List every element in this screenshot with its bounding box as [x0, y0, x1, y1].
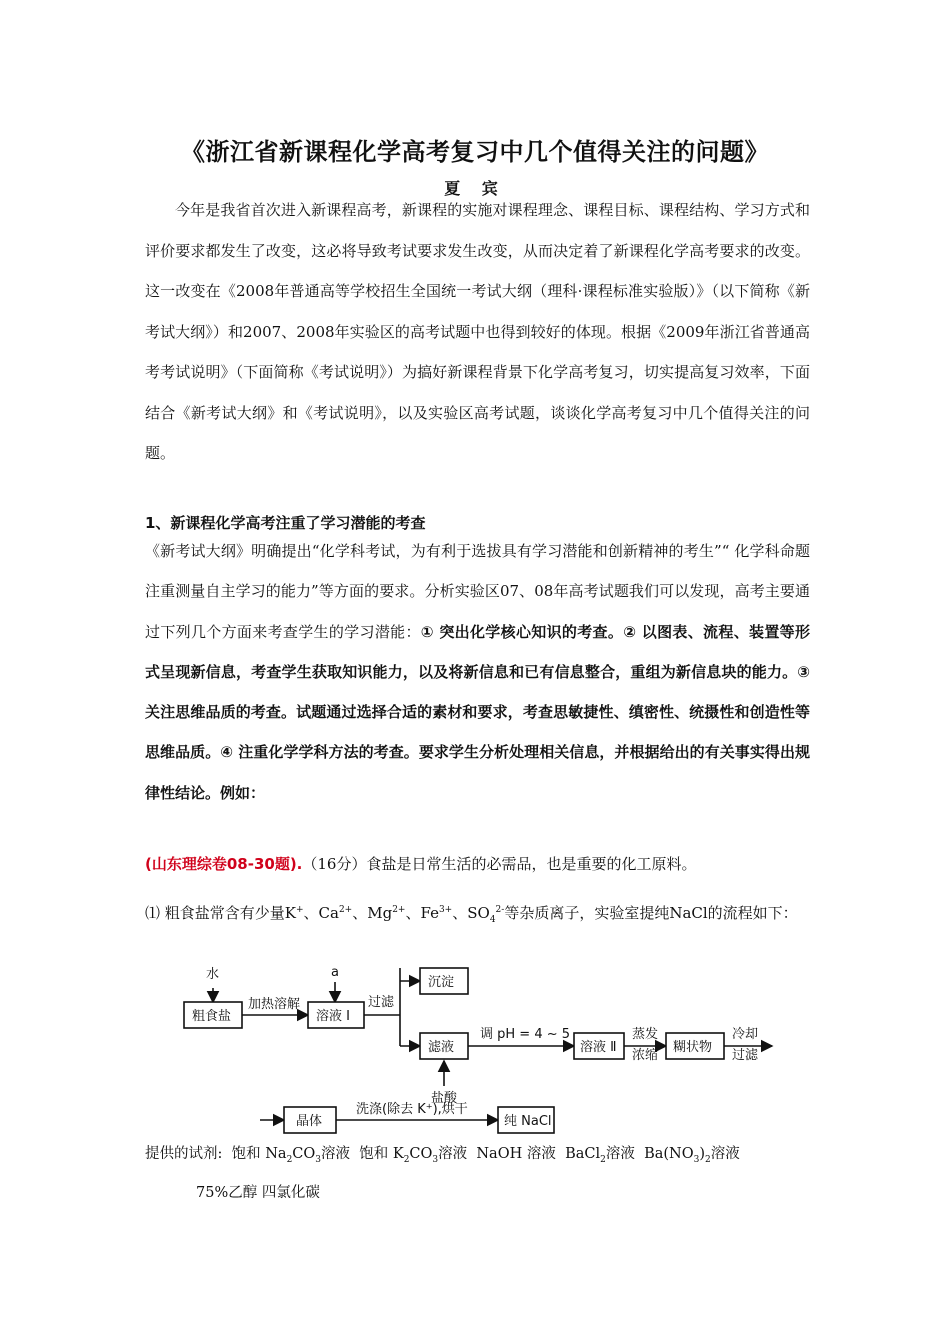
label-a: a	[331, 965, 339, 980]
label-wash: 洗涤(除去 K⁺),烘干	[356, 1102, 468, 1117]
reagent-4: BaCl	[565, 1146, 601, 1162]
flowchart	[170, 962, 810, 1142]
section-heading: 1、新课程化学高考注重了学习潜能的考查	[145, 514, 426, 532]
label-evaporate: 蒸发	[632, 1027, 659, 1042]
label-filter: 过滤	[368, 995, 395, 1010]
reagent-2b: CO	[409, 1146, 433, 1162]
question-intro	[145, 853, 810, 874]
part1-text-a: ⑴ 粗食盐常含有少量K	[145, 904, 296, 922]
reagent-3: NaOH 溶液	[476, 1146, 556, 1162]
part1-text-c: 、Mg	[352, 904, 393, 922]
label-adjust-ph: 调 pH = 4 ~ 5	[480, 1027, 571, 1042]
section-text-plain: 《新考试大纲》明确提出“化学科考试，为有利于选拔具有学习潜能和创新精神的考生”“ 化学科命题注重测量自主学习的能力”等方面的要求。分析实验区07、08年高考试题我们可以发现，高考主要通过下列几个方面来考查学生的学习潜能：	[145, 542, 810, 641]
sub: 2	[403, 1154, 410, 1165]
reagent-2c: 溶液	[438, 1146, 468, 1162]
label-crude-salt: 粗食盐	[192, 1009, 232, 1024]
sup-so4: 2-	[495, 905, 505, 915]
label-solution2: 溶液 Ⅱ	[580, 1040, 617, 1055]
part1-text-b: 、Ca	[303, 904, 339, 922]
reagent-4b: 溶液	[605, 1146, 635, 1162]
label-water: 水	[206, 967, 220, 982]
label-pure-nacl: 纯 NaCl	[504, 1114, 552, 1129]
sub: 3	[432, 1154, 439, 1165]
label-precipitate: 沉淀	[428, 975, 455, 990]
part1-text-d: 、Fe	[405, 904, 439, 922]
label-concentrate: 浓缩	[632, 1048, 659, 1063]
reagent-1b: CO	[292, 1146, 316, 1162]
author-name: 夏 宾	[444, 179, 506, 198]
reagent-5b: )	[699, 1146, 706, 1162]
question-source: (山东理综卷08-30题).	[145, 855, 303, 873]
sub: 2	[705, 1154, 711, 1165]
sub: 2	[600, 1154, 606, 1165]
reagent-5: Ba(NO	[644, 1146, 694, 1162]
reagent-2: 饱和 K	[359, 1146, 404, 1162]
question-part1	[145, 888, 810, 943]
sup-mg: 2+	[392, 905, 406, 915]
section-paragraph	[145, 531, 810, 813]
reagent-list-line2: 75%乙醇 四氯化碳	[196, 1185, 320, 1201]
sub: 2	[286, 1154, 293, 1165]
label-dissolve: 加热溶解	[248, 997, 301, 1012]
sub: 3	[315, 1154, 322, 1165]
label-hcl: 盐酸	[431, 1091, 458, 1106]
reagent-list	[145, 1142, 825, 1165]
sub-so4: 4	[489, 915, 496, 925]
section-text-bold: ① 突出化学核心知识的考查。② 以图表、流程、装置等形式呈现新信息，考查学生获取知识能力，以及将新信息和已有信息整合，重组为新信息块的能力。③ 关注思维品质的考查。试题通过选择合适的素材和要求，考查思敏捷性、缜密性、统摄性和创造性等思维品质。④ 注重化学学科方法的考查。要求学生分析处理相关信息，并根据给出的有关事实得出规律性结论。例如：	[145, 622, 810, 802]
sup-k: +	[295, 905, 304, 915]
intro-paragraph: 今年是我省首次进入新课程高考，新课程的实施对课程理念、课程目标、课程结构、学习方式和评价要求都发生了改变，这必将导致考试要求发生改变，从而决定着了新课程化学高考要求的改变。这一改变在《2008年普通高等学校招生全国统一考试大纲（理科·课程标准实验版）》（以下简称《新考试大纲》）和2007、2008年实验区的高考试题中也得到较好的体现。根据《2009年浙江省普通高考考试说明》（下面简称《考试说明》）为搞好新课程背景下化学高考复习，切实提高复习效率，下面结合《新考试大纲》和《考试说明》，以及实验区高考试题，谈谈化学高考复习中几个值得关注的问题。	[145, 201, 810, 462]
label-filter2: 过滤	[732, 1048, 759, 1063]
label-filtrate: 滤液	[428, 1040, 455, 1055]
reagents-label: 提供的试剂:	[145, 1146, 223, 1162]
part1-text-e: 、SO	[452, 904, 490, 922]
reagent-5c: 溶液	[710, 1146, 740, 1162]
sub: 3	[693, 1154, 700, 1165]
document-title: 《浙江省新课程化学高考复习中几个值得关注的问题》	[181, 137, 769, 166]
label-solution1: 溶液 I	[316, 1009, 350, 1024]
label-cool: 冷却	[732, 1027, 759, 1042]
question-score-text: （16分）食盐是日常生活的必需品，也是重要的化工原料。	[302, 855, 697, 873]
sup-ca: 2+	[338, 905, 353, 915]
part1-text-f: 等杂质离子，实验室提纯NaCl的流程如下：	[504, 904, 798, 922]
sup-fe: 3+	[438, 905, 453, 915]
label-paste: 糊状物	[673, 1040, 713, 1055]
label-crystal: 晶体	[296, 1114, 323, 1129]
reagent-1: 饱和 Na	[231, 1146, 287, 1162]
reagent-1c: 溶液	[321, 1146, 351, 1162]
